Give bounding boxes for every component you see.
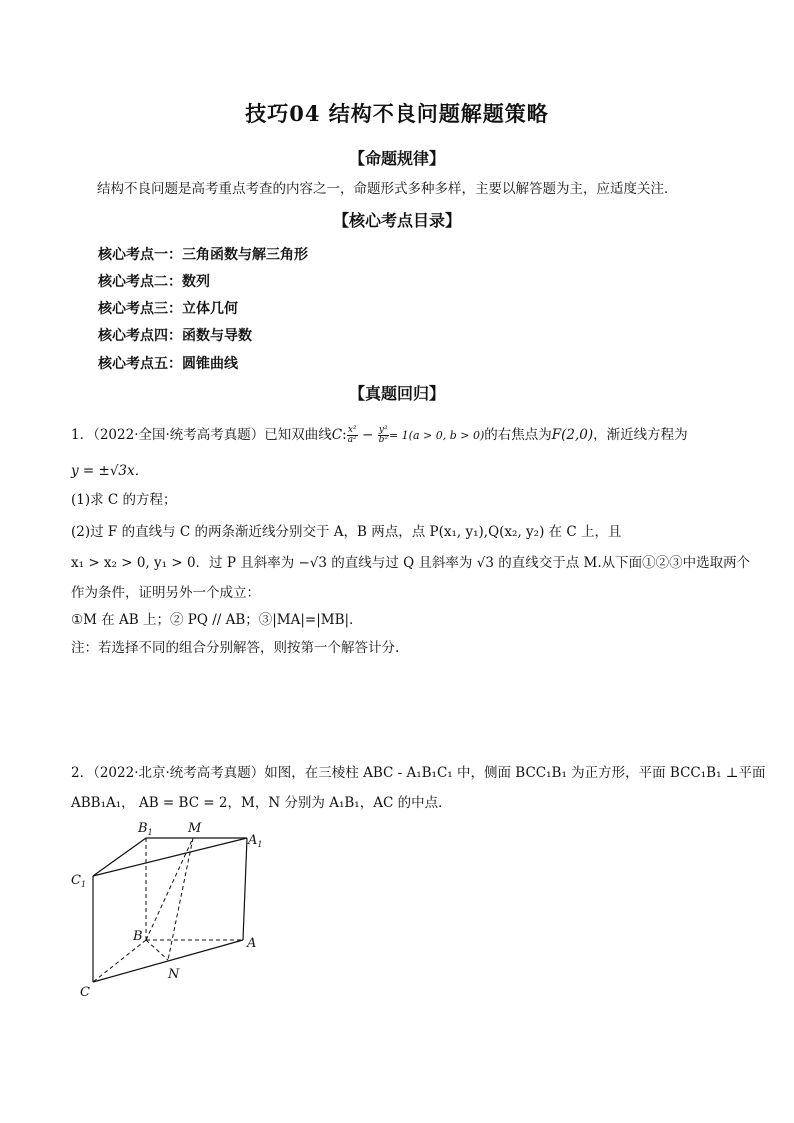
label-c: C: [80, 985, 90, 1000]
prism-solid-edges: [93, 838, 247, 982]
q1-part2-a: (2)过 F 的直线与 C 的两条渐近线分别交于 A，B 两点，点 P(x₁, y₁),Q(x₂, y₂) 在 C 上，且: [71, 524, 622, 540]
label-a: A: [247, 936, 257, 951]
edge-b-c: [93, 940, 146, 982]
q1-part2-b: x₁ > x₂ > 0, y₁ > 0．过 P 且斜率为 −√3 的直线与过 Q 且斜率为 √3 的直线交于点 M.从下面①②③中选取两个: [71, 555, 751, 571]
q1-note: 注：若选择不同的组合分别解答，则按第一个解答计分.: [71, 640, 400, 656]
page-title: 技巧04 结构不良问题解题策略: [245, 101, 549, 126]
label-b: B: [133, 929, 143, 944]
prism-figure: [60, 810, 280, 1010]
q1-frac-y: $\frac{\text{y²}}{\text{b²}}$: [378, 425, 388, 445]
q2-line-2: ABB₁A₁， AB = BC = 2，M，N 分别为 A₁B₁，AC 的中点．: [71, 795, 452, 811]
q1-part1: (1)求 C 的方程；: [71, 492, 177, 508]
q1-frac-x: $\frac{\text{x²}}{\text{a²}}$: [347, 425, 357, 445]
toc-heading: 【核心考点目录】: [332, 211, 461, 230]
toc-item-3: 核心考点三：立体几何: [98, 301, 238, 317]
toc-item-4: 核心考点四：函数与导数: [98, 328, 252, 344]
label-n: N: [168, 967, 180, 982]
label-a1: $A_1$: [248, 833, 263, 849]
label-c1: $C_1$: [71, 873, 87, 889]
rules-heading: 【命题规律】: [348, 149, 445, 168]
q1-focus-text: 的右焦点为: [484, 427, 552, 443]
q2-line-1: 2．（2022·北京·统考高考真题）如图，在三棱柱 ABC - A₁B₁C₁ 中，侧面 BCC₁B₁ 为正方形，平面 BCC₁B₁ ⊥平面: [71, 765, 766, 781]
edge-b-n: [146, 940, 168, 960]
q1-asym-eq: y = ±√3x．: [71, 463, 149, 479]
q1-condition: = 1(a > 0, b > 0): [388, 429, 485, 442]
q1-part2-c: 作为条件，证明另外一个成立：: [71, 585, 260, 601]
q1-asym-text: ，渐近线方程为: [593, 427, 688, 443]
rules-text: 结构不良问题是高考重点考查的内容之一，命题形式多种多样，主要以解答题为主，应适度关注．: [97, 181, 678, 197]
q1-prefix: 1．（2022·全国·统考高考真题）已知双曲线: [71, 427, 332, 443]
label-m: M: [188, 821, 202, 836]
q1-curve-name: C: [331, 427, 343, 443]
review-heading: 【真题回归】: [348, 384, 445, 403]
edge-c1-a1: [93, 838, 247, 876]
q1-options: ①M 在 AB 上；② PQ // AB；③|MA|=|MB|．: [71, 612, 363, 628]
edge-a1-a: [243, 838, 247, 940]
q1-line-1: 1．（2022·全国·统考高考真题）已知双曲线C: $\frac{\text{x²}}{\text{a²}}$ − $\frac{\text{y²}}{\text{b²}}$ = 1(a > 0, b > 0)的右焦点为F(2,0)，渐近线方程为: [71, 425, 688, 445]
toc-item-2: 核心考点二：数列: [98, 274, 210, 290]
edge-b1-c1: [93, 838, 146, 876]
q1-focus: F(2,0): [551, 427, 594, 443]
toc-item-5: 核心考点五：圆锥曲线: [98, 356, 238, 372]
toc-item-1: 核心考点一：三角函数与解三角形: [98, 247, 308, 263]
label-b1: $B_1$: [138, 821, 153, 837]
